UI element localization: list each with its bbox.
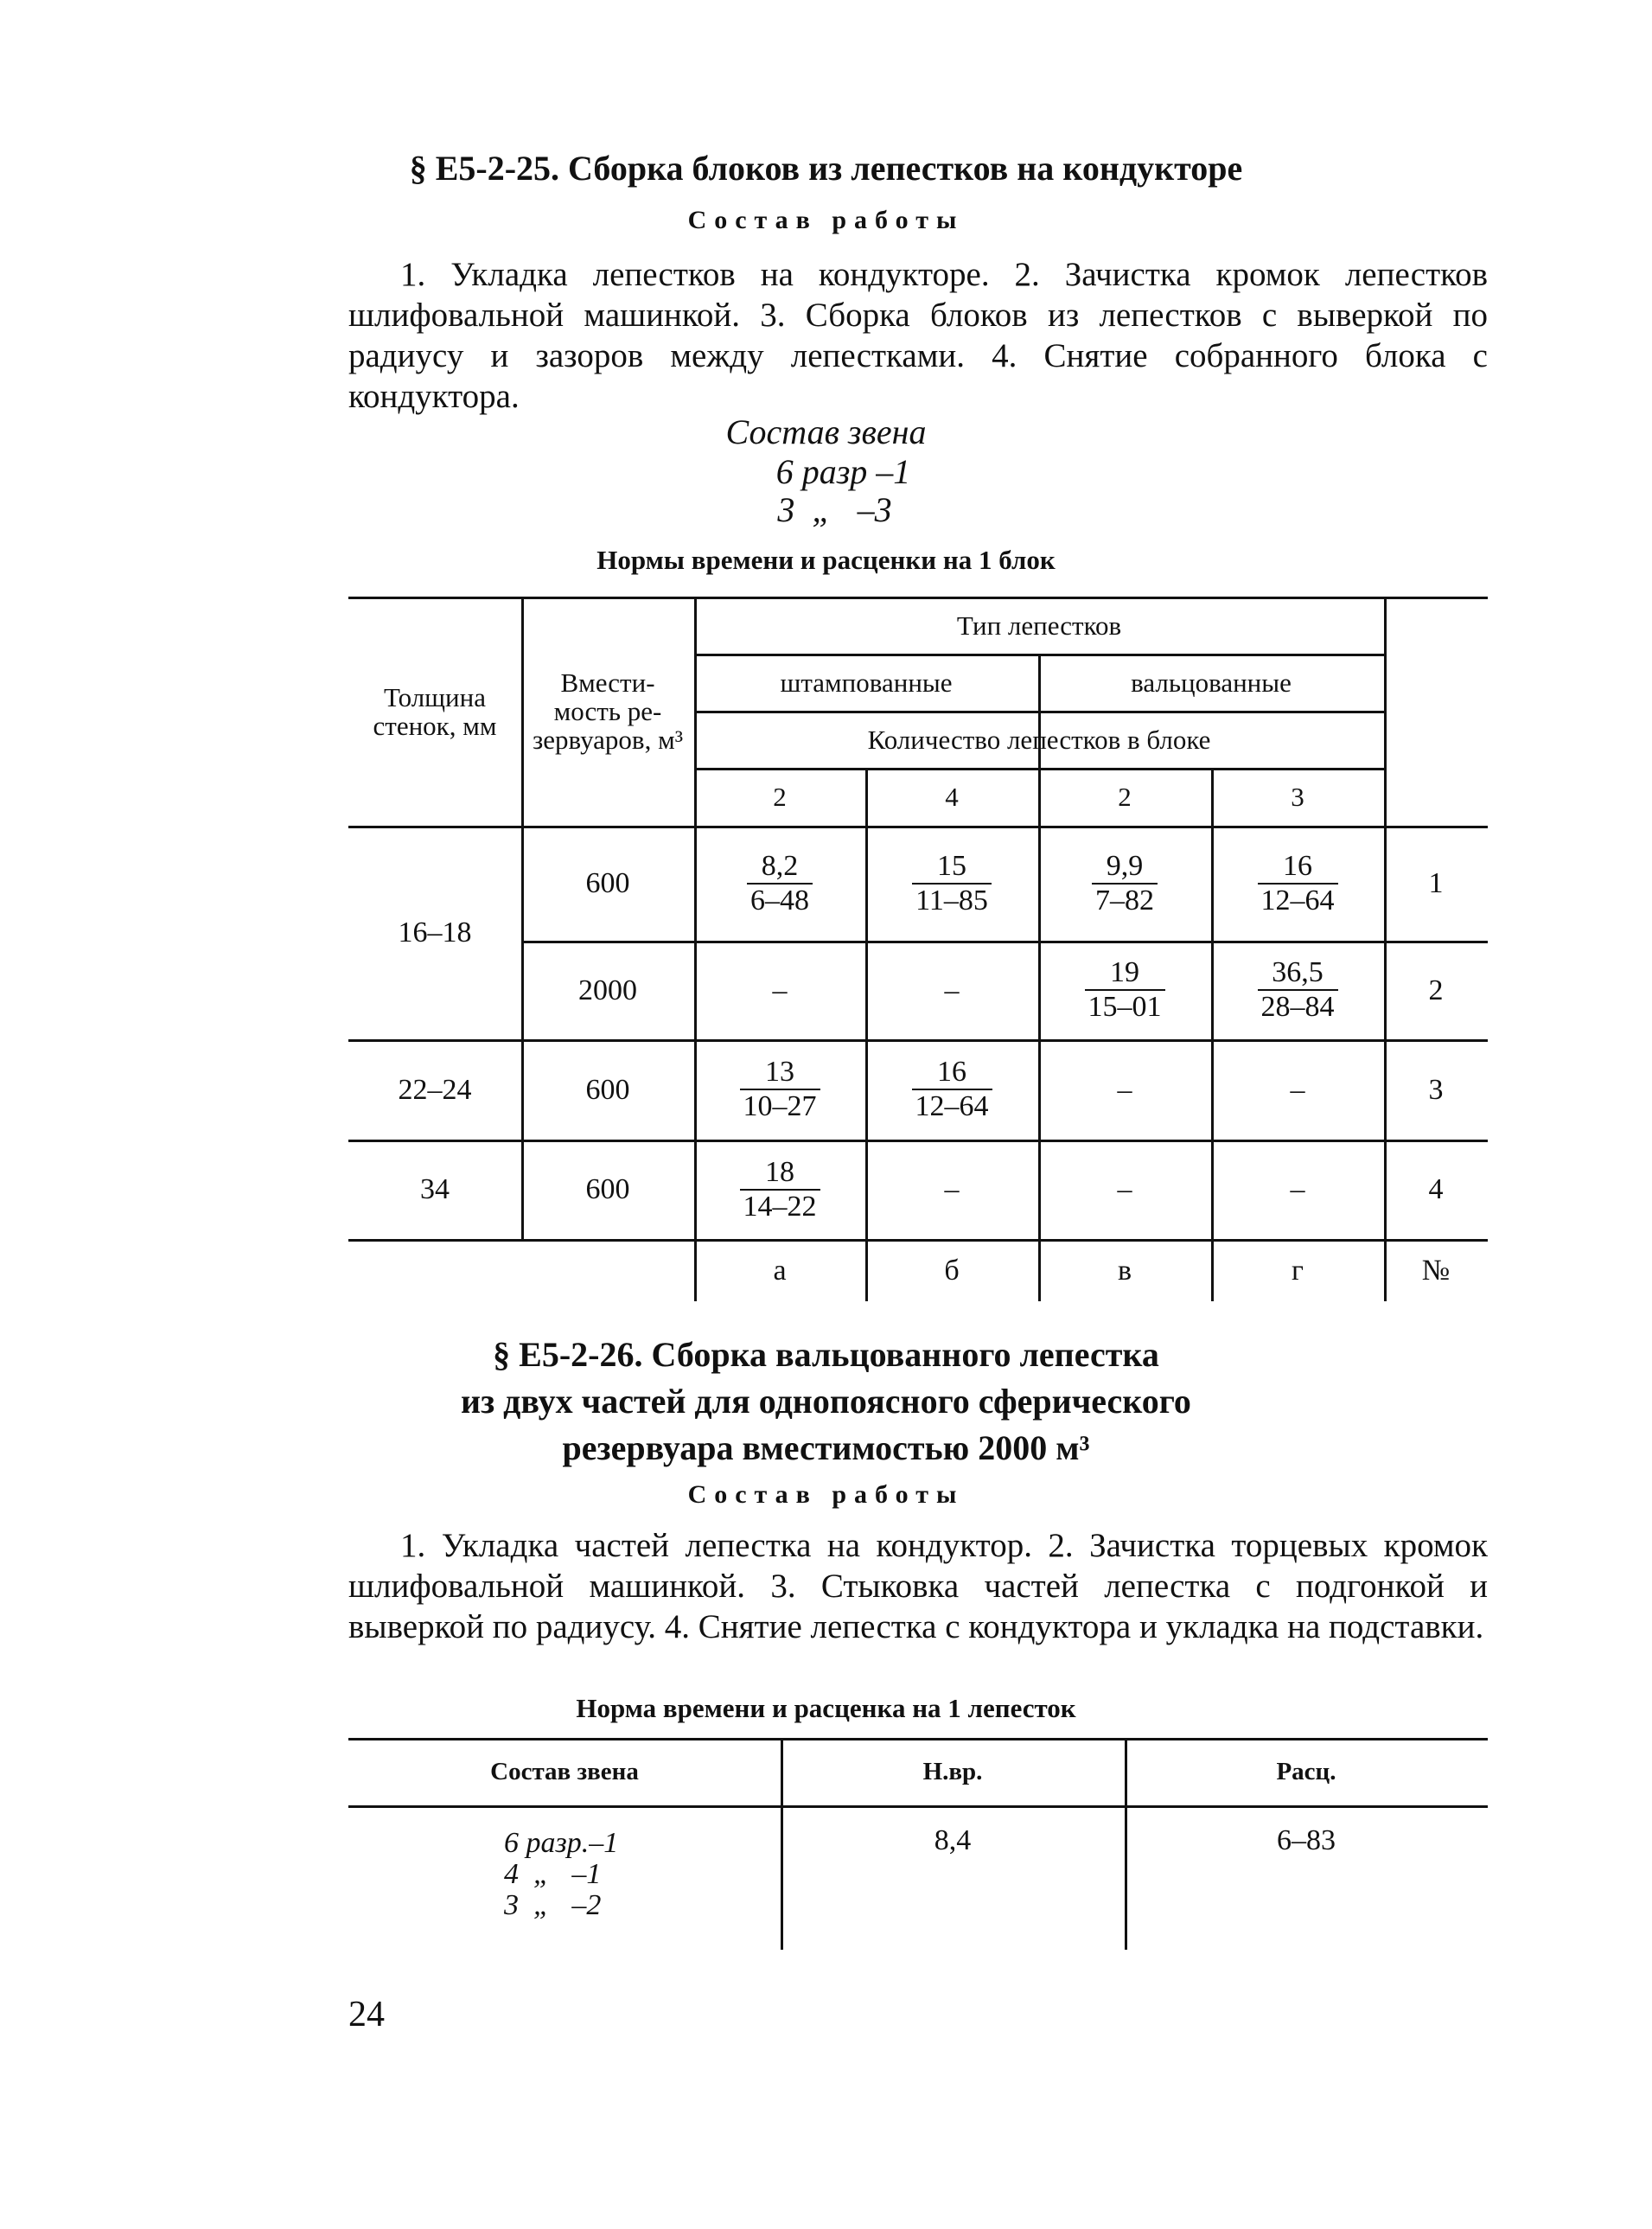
norm-cell <box>1211 826 1384 941</box>
count-col-b: 4 <box>945 782 959 812</box>
norm-cell <box>865 826 1038 941</box>
crew-composition <box>504 1828 618 1921</box>
fraction <box>747 850 813 917</box>
norm-cell <box>1211 941 1384 1039</box>
fraction <box>1258 850 1338 917</box>
rate: 11–85 <box>912 883 992 917</box>
dash-cell: – <box>772 974 788 1006</box>
section2-table-caption: Норма времени и расценка на 1 лепесток <box>576 1693 1076 1723</box>
fraction <box>1085 956 1165 1024</box>
header-rolled: вальцованные <box>1131 667 1292 698</box>
header-rate: Расц. <box>1276 1757 1336 1785</box>
norm-cell <box>1038 826 1211 941</box>
norm-cell <box>865 1039 1038 1140</box>
count-col-v: 2 <box>1118 782 1132 812</box>
time-norm: 15 <box>937 849 966 882</box>
section2-work-label: Состав работы <box>687 1480 965 1509</box>
rate: 14–22 <box>740 1189 820 1223</box>
rate: 10–27 <box>740 1089 820 1123</box>
col-letter-a: а <box>773 1254 787 1287</box>
count-col-a: 2 <box>773 782 787 812</box>
capacity-cell: 600 <box>585 1073 630 1106</box>
time-norm: 36,5 <box>1272 956 1324 988</box>
norm-value: 8,4 <box>934 1823 972 1856</box>
norm-table-2 <box>348 1738 1488 1963</box>
rate-value: 6–83 <box>1277 1823 1336 1856</box>
rate: 12–64 <box>912 1089 992 1123</box>
section1-work-text <box>348 254 1488 417</box>
header-thickness: Толщина стенок, мм <box>373 681 497 741</box>
section1-crew-line-1: 6 разр –1 <box>775 452 911 491</box>
time-norm: 16 <box>937 1056 966 1088</box>
dash-cell: – <box>1117 1073 1132 1106</box>
rate: 15–01 <box>1085 989 1165 1024</box>
section2-work-text <box>348 1525 1488 1647</box>
dash-cell: – <box>1290 1073 1305 1106</box>
count-col-g: 3 <box>1291 782 1304 812</box>
section1-title: § Е5-2-25. Сборка блоков из лепестков на кондукторе <box>409 149 1243 188</box>
thickness-34: 34 <box>420 1173 450 1205</box>
dash-cell: – <box>1117 1173 1132 1205</box>
section2-title-line-3: резервуара вместимостью 2000 м³ <box>562 1428 1090 1467</box>
col-letter-g: г <box>1292 1254 1304 1287</box>
section1-work-label: Состав работы <box>687 206 965 234</box>
fraction <box>740 1156 820 1223</box>
norm-cell <box>694 1039 865 1140</box>
header-capacity: Вмести- мость ре- зервуаров, м³ <box>533 667 683 755</box>
fraction <box>740 1056 820 1123</box>
time-norm: 16 <box>1283 849 1312 882</box>
crew-line: 3 „ –2 <box>504 1889 602 1921</box>
section1-crew-line-2: 3 „ –3 <box>777 490 892 529</box>
dash-cell: – <box>944 1173 960 1205</box>
fraction <box>912 850 992 917</box>
thickness-22-24: 22–24 <box>398 1073 472 1106</box>
section1-table-caption: Нормы времени и расценки на 1 блок <box>596 545 1056 575</box>
section2-title-line-2: из двух частей для однопоясного сферического <box>461 1382 1191 1421</box>
section2-title-line-1: § Е5-2-26. Сборка вальцованного лепестка <box>493 1335 1159 1374</box>
header-petal-count: Количество лепестков в блоке <box>867 724 1211 755</box>
row-number: 2 <box>1428 974 1444 1006</box>
norm-cell <box>694 1140 865 1239</box>
dash-cell: – <box>944 974 960 1006</box>
time-norm: 9,9 <box>1106 849 1144 882</box>
dash-cell: – <box>1290 1173 1305 1205</box>
norm-cell <box>1038 941 1211 1039</box>
time-norm: 13 <box>765 1056 794 1088</box>
capacity-cell: 600 <box>585 1173 630 1205</box>
header-norm: Н.вр. <box>922 1757 983 1785</box>
rate: 7–82 <box>1092 883 1158 917</box>
rate: 6–48 <box>747 883 813 917</box>
col-letter-v: в <box>1117 1254 1132 1287</box>
row-number: 3 <box>1428 1073 1444 1106</box>
fraction <box>1258 956 1338 1024</box>
table-rule <box>348 1805 1488 1808</box>
fraction <box>912 1056 992 1123</box>
crew-line: 6 разр.–1 <box>504 1827 619 1859</box>
rate: 12–64 <box>1258 883 1338 917</box>
capacity-cell: 600 <box>585 867 630 899</box>
norm-cell <box>694 826 865 941</box>
page-number: 24 <box>348 1995 385 2034</box>
section1-crew-title: Состав звена <box>725 412 927 451</box>
header-petal-type: Тип лепестков <box>956 610 1122 641</box>
time-norm: 18 <box>765 1155 794 1188</box>
thickness-16-18: 16–18 <box>398 917 472 948</box>
section2-work-paragraph: 1. Укладка частей лепестка на кондуктор. 2. Зачистка торцевых кромок шлифовальной машинкой. 3. Стыковка частей лепестка с подгонкой и выверкой по радиусу. 4. Снятие лепестка с кондуктора и укладка на подставки. <box>348 1527 1488 1645</box>
time-norm: 19 <box>1110 956 1139 988</box>
section1-work-paragraph: 1. Укладка лепестков на кондукторе. 2. Зачистка кромок лепестков шлифовальной машинкой. 3. Сборка блоков из лепестков с выверкой по радиусу и зазоров между лепестками. 4. Снятие собранного блока с кондуктора. <box>348 256 1488 415</box>
time-norm: 8,2 <box>761 849 799 882</box>
col-letter-b: б <box>944 1254 960 1287</box>
rate: 28–84 <box>1258 989 1338 1024</box>
row-number: 1 <box>1428 867 1444 899</box>
fraction <box>1092 850 1158 917</box>
row-number: 4 <box>1428 1173 1444 1205</box>
header-crew: Состав звена <box>490 1757 639 1785</box>
crew-line: 4 „ –1 <box>504 1858 602 1890</box>
capacity-cell: 2000 <box>578 974 637 1006</box>
col-number-sign: № <box>1421 1254 1451 1287</box>
header-stamped: штампованные <box>780 667 953 698</box>
norms-table <box>348 597 1488 1301</box>
